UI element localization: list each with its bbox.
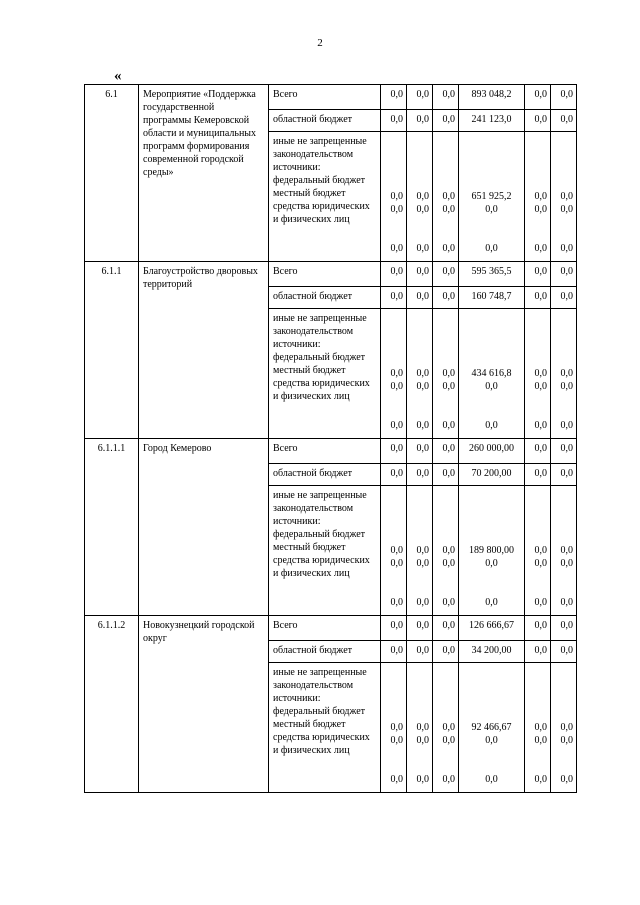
federal-value: 434 616,8 — [471, 368, 512, 379]
regional-value-v3: 0,0 — [433, 110, 459, 132]
total-value-v5: 0,0 — [525, 616, 551, 641]
federal-value: 0,0 — [534, 191, 547, 202]
row-number: 6.1 — [85, 85, 139, 262]
other-sources-text: иные не запрещенные законодательством источники: федеральный бюджет местный бюджет средства юридических и физических лиц — [273, 667, 370, 756]
source-total-label: Всего — [269, 439, 381, 464]
other-sources-value-v3 — [433, 309, 459, 439]
measure-name: Мероприятие «Поддержка государственной программы Кемеровской области и муниципальных программ формирования современной городской среды» — [139, 85, 269, 262]
table-row-total — [85, 616, 577, 641]
measure-name: Благоустройство дворовых территорий — [139, 262, 269, 439]
local-value: 0,0 — [534, 381, 547, 392]
local-value: 0,0 — [534, 558, 547, 569]
total-value-v3: 0,0 — [433, 85, 459, 110]
source-regional-label: областной бюджет — [269, 464, 381, 486]
total-value-v6: 0,0 — [551, 85, 577, 110]
other-sources-value-v1 — [381, 309, 407, 439]
legal-entities-value: 0,0 — [534, 243, 547, 254]
legal-entities-value: 0,0 — [534, 597, 547, 608]
other-sources-value-v4 — [459, 309, 525, 439]
legal-entities-value: 0,0 — [534, 420, 547, 431]
local-value: 0,0 — [560, 204, 573, 215]
other-sources-value-v1 — [381, 663, 407, 793]
other-sources-value-v5 — [525, 663, 551, 793]
other-sources-value-v4 — [459, 486, 525, 616]
local-value: 0,0 — [485, 381, 498, 392]
source-regional-label: областной бюджет — [269, 641, 381, 663]
source-other-label — [269, 486, 381, 616]
other-sources-value-v3 — [433, 132, 459, 262]
other-sources-value-v1 — [381, 486, 407, 616]
total-value-v2: 0,0 — [407, 85, 433, 110]
total-value-v5: 0,0 — [525, 439, 551, 464]
federal-value: 0,0 — [390, 368, 403, 379]
local-value: 0,0 — [534, 204, 547, 215]
local-value: 0,0 — [485, 735, 498, 746]
other-sources-value-v4 — [459, 663, 525, 793]
page-number: 2 — [317, 37, 323, 49]
legal-entities-value: 0,0 — [390, 774, 403, 785]
other-sources-value-v4 — [459, 132, 525, 262]
total-value-v3: 0,0 — [433, 439, 459, 464]
regional-value-v4: 241 123,0 — [459, 110, 525, 132]
total-value-v1: 0,0 — [381, 262, 407, 287]
local-value: 0,0 — [390, 204, 403, 215]
legal-entities-value: 0,0 — [560, 774, 573, 785]
federal-value: 0,0 — [416, 191, 429, 202]
local-value: 0,0 — [560, 735, 573, 746]
regional-value-v4: 34 200,00 — [459, 641, 525, 663]
federal-value: 0,0 — [442, 368, 455, 379]
regional-value-v2: 0,0 — [407, 287, 433, 309]
local-value: 0,0 — [442, 735, 455, 746]
legal-entities-value: 0,0 — [560, 597, 573, 608]
regional-value-v1: 0,0 — [381, 287, 407, 309]
source-total-label: Всего — [269, 616, 381, 641]
other-sources-value-v2 — [407, 309, 433, 439]
federal-value: 651 925,2 — [471, 191, 512, 202]
other-sources-value-v5 — [525, 309, 551, 439]
regional-value-v2: 0,0 — [407, 464, 433, 486]
total-value-v6: 0,0 — [551, 439, 577, 464]
legal-entities-value: 0,0 — [442, 243, 455, 254]
source-other-label — [269, 132, 381, 262]
legal-entities-value: 0,0 — [442, 774, 455, 785]
local-value: 0,0 — [485, 558, 498, 569]
row-number: 6.1.1.1 — [85, 439, 139, 616]
other-sources-value-v6 — [551, 309, 577, 439]
regional-value-v5: 0,0 — [525, 464, 551, 486]
other-sources-text: иные не запрещенные законодательством источники: федеральный бюджет местный бюджет средства юридических и физических лиц — [273, 490, 370, 579]
legal-entities-value: 0,0 — [534, 774, 547, 785]
table-row-total — [85, 439, 577, 464]
legal-entities-value: 0,0 — [485, 420, 498, 431]
source-other-label — [269, 309, 381, 439]
local-value: 0,0 — [442, 558, 455, 569]
local-value: 0,0 — [390, 558, 403, 569]
other-sources-text: иные не запрещенные законодательством источники: федеральный бюджет местный бюджет средства юридических и физических лиц — [273, 313, 370, 402]
federal-value: 189 800,00 — [469, 545, 514, 556]
other-sources-value-v5 — [525, 132, 551, 262]
federal-value: 0,0 — [442, 722, 455, 733]
federal-value: 0,0 — [416, 368, 429, 379]
source-other-label — [269, 663, 381, 793]
other-sources-value-v6 — [551, 486, 577, 616]
regional-value-v5: 0,0 — [525, 287, 551, 309]
source-regional-label: областной бюджет — [269, 287, 381, 309]
local-value: 0,0 — [390, 381, 403, 392]
total-value-v3: 0,0 — [433, 616, 459, 641]
local-value: 0,0 — [485, 204, 498, 215]
total-value-v5: 0,0 — [525, 262, 551, 287]
other-sources-value-v2 — [407, 663, 433, 793]
local-value: 0,0 — [534, 735, 547, 746]
federal-value: 0,0 — [560, 368, 573, 379]
local-value: 0,0 — [442, 204, 455, 215]
source-total-label: Всего — [269, 85, 381, 110]
legal-entities-value: 0,0 — [390, 420, 403, 431]
total-value-v2: 0,0 — [407, 616, 433, 641]
other-sources-text: иные не запрещенные законодательством источники: федеральный бюджет местный бюджет средства юридических и физических лиц — [273, 136, 370, 225]
total-value-v3: 0,0 — [433, 262, 459, 287]
other-sources-value-v2 — [407, 132, 433, 262]
federal-value: 0,0 — [390, 545, 403, 556]
source-total-label: Всего — [269, 262, 381, 287]
budget-table — [84, 84, 577, 793]
legal-entities-value: 0,0 — [485, 243, 498, 254]
federal-value: 92 466,67 — [471, 722, 512, 733]
total-value-v5: 0,0 — [525, 85, 551, 110]
measure-name: Новокузнецкий городской округ — [139, 616, 269, 793]
federal-value: 0,0 — [416, 722, 429, 733]
regional-value-v1: 0,0 — [381, 464, 407, 486]
federal-value: 0,0 — [560, 191, 573, 202]
total-value-v4: 126 666,67 — [459, 616, 525, 641]
regional-value-v3: 0,0 — [433, 641, 459, 663]
legal-entities-value: 0,0 — [560, 243, 573, 254]
legal-entities-value: 0,0 — [485, 597, 498, 608]
regional-value-v6: 0,0 — [551, 287, 577, 309]
regional-value-v2: 0,0 — [407, 641, 433, 663]
legal-entities-value: 0,0 — [485, 774, 498, 785]
total-value-v2: 0,0 — [407, 262, 433, 287]
regional-value-v5: 0,0 — [525, 641, 551, 663]
other-sources-value-v1 — [381, 132, 407, 262]
row-number: 6.1.1.2 — [85, 616, 139, 793]
total-value-v4: 260 000,00 — [459, 439, 525, 464]
federal-value: 0,0 — [534, 722, 547, 733]
legal-entities-value: 0,0 — [442, 597, 455, 608]
source-regional-label: областной бюджет — [269, 110, 381, 132]
federal-value: 0,0 — [534, 368, 547, 379]
table-row-total — [85, 262, 577, 287]
legal-entities-value: 0,0 — [416, 420, 429, 431]
legal-entities-value: 0,0 — [390, 243, 403, 254]
regional-value-v1: 0,0 — [381, 110, 407, 132]
other-sources-value-v6 — [551, 132, 577, 262]
measure-name: Город Кемерово — [139, 439, 269, 616]
regional-value-v6: 0,0 — [551, 464, 577, 486]
regional-value-v4: 70 200,00 — [459, 464, 525, 486]
regional-value-v3: 0,0 — [433, 464, 459, 486]
federal-value: 0,0 — [442, 191, 455, 202]
legal-entities-value: 0,0 — [416, 774, 429, 785]
regional-value-v6: 0,0 — [551, 110, 577, 132]
regional-value-v1: 0,0 — [381, 641, 407, 663]
federal-value: 0,0 — [560, 545, 573, 556]
total-value-v6: 0,0 — [551, 262, 577, 287]
local-value: 0,0 — [560, 381, 573, 392]
local-value: 0,0 — [390, 735, 403, 746]
other-sources-value-v3 — [433, 663, 459, 793]
federal-value: 0,0 — [534, 545, 547, 556]
regional-value-v2: 0,0 — [407, 110, 433, 132]
local-value: 0,0 — [416, 204, 429, 215]
total-value-v4: 595 365,5 — [459, 262, 525, 287]
total-value-v1: 0,0 — [381, 85, 407, 110]
total-value-v2: 0,0 — [407, 439, 433, 464]
total-value-v1: 0,0 — [381, 439, 407, 464]
legal-entities-value: 0,0 — [442, 420, 455, 431]
legal-entities-value: 0,0 — [416, 243, 429, 254]
total-value-v4: 893 048,2 — [459, 85, 525, 110]
federal-value: 0,0 — [560, 722, 573, 733]
federal-value: 0,0 — [390, 191, 403, 202]
total-value-v6: 0,0 — [551, 616, 577, 641]
local-value: 0,0 — [560, 558, 573, 569]
other-sources-value-v2 — [407, 486, 433, 616]
other-sources-value-v3 — [433, 486, 459, 616]
local-value: 0,0 — [442, 381, 455, 392]
local-value: 0,0 — [416, 558, 429, 569]
federal-value: 0,0 — [390, 722, 403, 733]
legal-entities-value: 0,0 — [416, 597, 429, 608]
other-sources-value-v5 — [525, 486, 551, 616]
other-sources-value-v6 — [551, 663, 577, 793]
legal-entities-value: 0,0 — [560, 420, 573, 431]
local-value: 0,0 — [416, 735, 429, 746]
opening-quote-mark: « — [114, 68, 122, 84]
budget-table-body — [85, 85, 577, 793]
federal-value: 0,0 — [442, 545, 455, 556]
regional-value-v5: 0,0 — [525, 110, 551, 132]
regional-value-v6: 0,0 — [551, 641, 577, 663]
regional-value-v4: 160 748,7 — [459, 287, 525, 309]
regional-value-v3: 0,0 — [433, 287, 459, 309]
total-value-v1: 0,0 — [381, 616, 407, 641]
local-value: 0,0 — [416, 381, 429, 392]
table-row-total — [85, 85, 577, 110]
federal-value: 0,0 — [416, 545, 429, 556]
row-number: 6.1.1 — [85, 262, 139, 439]
legal-entities-value: 0,0 — [390, 597, 403, 608]
